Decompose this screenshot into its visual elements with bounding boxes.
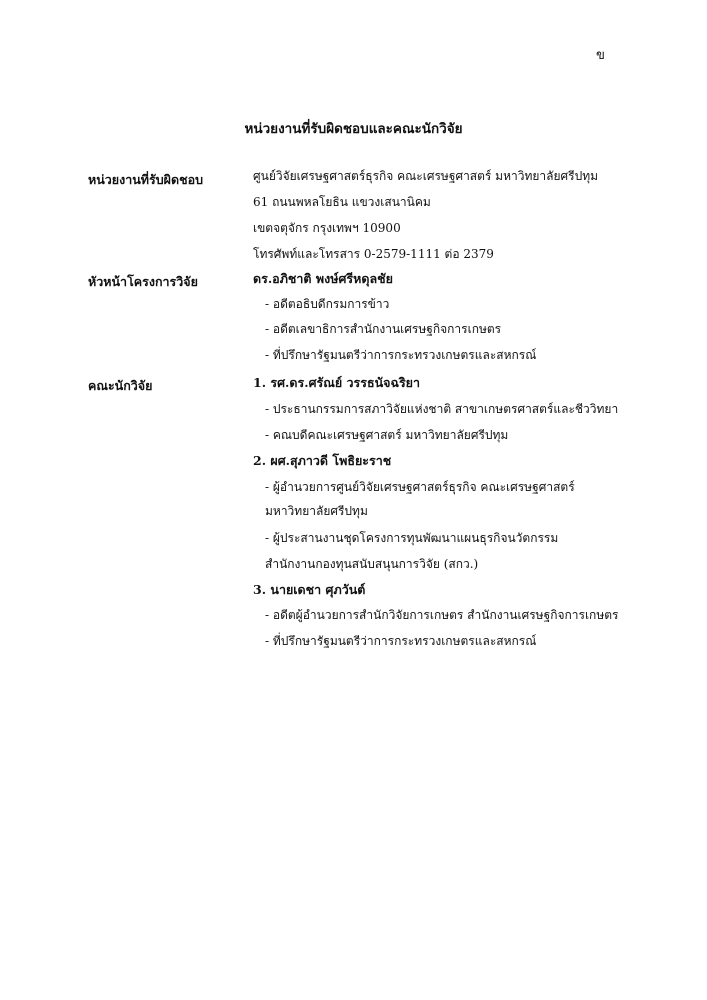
research-team-label: คณะนักวิจัย — [88, 378, 153, 393]
member-name: 2. ผศ.สุภาวดี โพธิยะราช — [253, 453, 392, 468]
member-detail: มหาวิทยาลัยศรีปทุม — [265, 504, 368, 518]
member-detail: สำนักงานกองทุนสนับสนุนการวิจัย (สกว.) — [265, 557, 479, 571]
member-detail: - ผู้อำนวยการศูนย์วิจัยเศรษฐศาสตร์ธุรกิจ คณะเศรษฐศาสตร์ — [265, 480, 575, 494]
member-detail: - ประธานกรรมการสภาวิจัยแห่งชาติ สาขาเกษตรศาสตร์และชีววิทยา — [265, 402, 619, 416]
member-detail: - คณบดีคณะเศรษฐศาสตร์ มหาวิทยาลัยศรีปทุม — [265, 428, 509, 442]
agency-line: 61 ถนนพหลโยธิน แขวงเสนานิคม — [253, 195, 431, 209]
agency-line: เขตจตุจักร กรุงเทพฯ 10900 — [253, 221, 401, 235]
member-name: 3. นายเดชา ศุภวันต์ — [253, 582, 366, 597]
page-number: ข — [596, 48, 605, 63]
responsible-agency-label: หน่วยงานที่รับผิดชอบ — [88, 172, 204, 187]
project-head-detail: - ที่ปรึกษารัฐมนตรีว่าการกระทรวงเกษตรและสหกรณ์ — [265, 348, 537, 362]
member-name: 1. รศ.ดร.ศรัณย์ วรรธนัจฉริยา — [253, 375, 421, 390]
agency-line: โทรศัพท์และโทรสาร 0-2579-1111 ต่อ 2379 — [253, 247, 494, 261]
member-detail: - อดีตผู้อำนวยการสำนักวิจัยการเกษตร สำนักงานเศรษฐกิจการเกษตร — [265, 608, 619, 622]
project-head-detail: - อดีตอธิบดีกรมการข้าว — [265, 297, 390, 311]
agency-line: ศูนย์วิจัยเศรษฐศาสตร์ธุรกิจ คณะเศรษฐศาสตร์ มหาวิทยาลัยศรีปทุม — [253, 169, 599, 183]
project-head-name: ดร.อภิชาติ พงษ์ศรีหดุลชัย — [253, 271, 393, 286]
member-detail: - ที่ปรึกษารัฐมนตรีว่าการกระทรวงเกษตรและสหกรณ์ — [265, 634, 537, 648]
member-detail: - ผู้ประสานงานชุดโครงการทุนพัฒนาแผนธุรกิจนวัตกรรม — [265, 531, 559, 545]
project-head-detail: - อดีตเลขาธิการสำนักงานเศรษฐกิจการเกษตร — [265, 322, 502, 336]
project-head-label: หัวหน้าโครงการวิจัย — [88, 274, 198, 289]
document-title: หน่วยงานที่รับผิดชอบและคณะนักวิจัย — [244, 121, 463, 137]
